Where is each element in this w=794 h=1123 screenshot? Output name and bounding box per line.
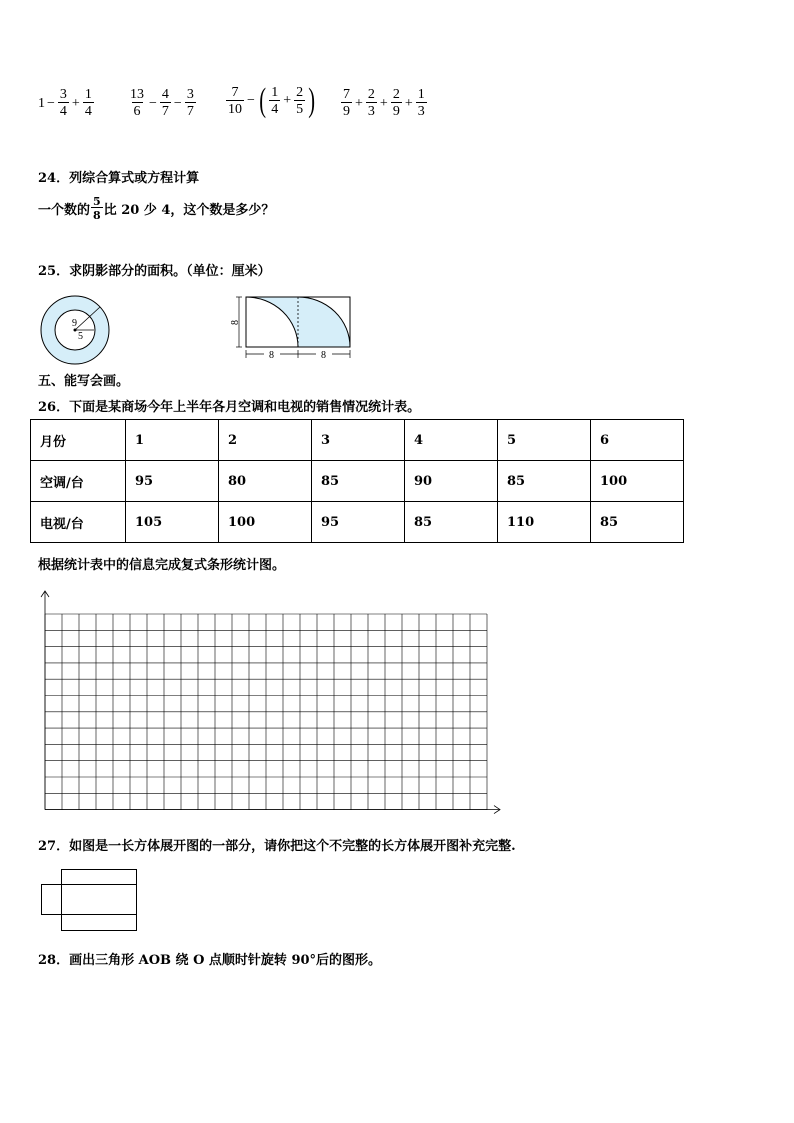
q27-title: 27．如图是一长方体展开图的一部分，请你把这个不完整的长方体展开图补充完整. bbox=[38, 839, 516, 854]
table-cell: 80 bbox=[219, 461, 312, 502]
table-cell: 4 bbox=[405, 420, 498, 461]
fraction: $\frac{13}{6}$ bbox=[130, 87, 144, 119]
fraction: $\frac{1}{3}$ bbox=[417, 87, 425, 119]
expression-2: $\frac{13}{6}$ − $\frac{4}{7}$ − $\frac{3}{7}$ bbox=[130, 87, 194, 119]
expression-1: 1 − $\frac{3}{4}$ + $\frac{1}{4}$ bbox=[38, 87, 92, 119]
fraction: $\frac{1}{4}$ bbox=[271, 84, 279, 117]
table-cell: 月份 bbox=[31, 420, 126, 461]
table-cell: 6 bbox=[591, 420, 684, 461]
q26-title: 26．下面是某商场今年上半年各月空调和电视的销售情况统计表。 bbox=[38, 400, 421, 415]
q24-title: 24．列综合算式或方程计算 bbox=[38, 171, 200, 186]
table-cell: 95 bbox=[312, 502, 405, 543]
table-cell: 1 bbox=[126, 420, 219, 461]
fraction: $\frac{2}{5}$ bbox=[296, 84, 304, 117]
fraction: $\frac{7}{10}$ bbox=[228, 84, 242, 117]
q24-question: 一个数的 $\frac{5}{8}$ 比 20 少 4，这个数是多少？ bbox=[38, 195, 275, 222]
expression-3: $\frac{7}{10}$ − ( $\frac{1}{4}$ + $\frac{2}{5}$ ) bbox=[228, 82, 316, 119]
chart-grid[interactable] bbox=[36, 588, 506, 816]
table-cell: 5 bbox=[498, 420, 591, 461]
quarter-circles-figure bbox=[228, 292, 356, 362]
q26-instruction: 根据统计表中的信息完成复式条形统计图。 bbox=[38, 558, 286, 573]
q25-title: 25．求阴影部分的面积。（单位：厘米） bbox=[38, 264, 271, 279]
fraction: $\frac{4}{7}$ bbox=[161, 87, 169, 119]
fraction: $\frac{5}{8}$ bbox=[93, 195, 101, 222]
fraction: $\frac{7}{9}$ bbox=[343, 87, 350, 119]
table-cell: 2 bbox=[219, 420, 312, 461]
left-width-label: 8 bbox=[269, 350, 274, 361]
shaded-region bbox=[298, 297, 350, 347]
table-cell: 3 bbox=[312, 420, 405, 461]
section-heading: 五、能写会画。 bbox=[38, 374, 130, 389]
table-cell: 电视/台 bbox=[31, 502, 126, 543]
shaded-region bbox=[246, 297, 298, 347]
expression-4: $\frac{7}{9}$ + $\frac{2}{3}$ + $\frac{2}{9}$ + $\frac{1}{3}$ bbox=[343, 87, 425, 119]
sales-table bbox=[30, 419, 684, 543]
table-row bbox=[31, 420, 684, 461]
table-row bbox=[31, 502, 684, 543]
table-row bbox=[31, 461, 684, 502]
cuboid-net-figure bbox=[38, 866, 140, 934]
fraction: $\frac{3}{7}$ bbox=[186, 87, 194, 119]
fraction: $\frac{1}{4}$ bbox=[84, 87, 92, 119]
table-cell: 105 bbox=[126, 502, 219, 543]
ring-figure bbox=[38, 294, 112, 366]
table-cell: 90 bbox=[405, 461, 498, 502]
fraction: $\frac{3}{4}$ bbox=[59, 87, 67, 119]
fraction: $\frac{2}{9}$ bbox=[392, 87, 400, 119]
table-cell: 100 bbox=[591, 461, 684, 502]
table-cell: 85 bbox=[498, 461, 591, 502]
table-cell: 85 bbox=[312, 461, 405, 502]
height-label: 8 bbox=[230, 320, 241, 325]
table-cell: 空调/台 bbox=[31, 461, 126, 502]
outer-radius-label: 9 bbox=[72, 318, 77, 329]
table-cell: 85 bbox=[405, 502, 498, 543]
table-cell: 100 bbox=[219, 502, 312, 543]
right-width-label: 8 bbox=[321, 350, 326, 361]
q28-title: 28．画出三角形 AOB 绕 O 点顺时针旋转 90°后的图形。 bbox=[38, 953, 382, 968]
table-cell: 85 bbox=[591, 502, 684, 543]
inner-radius-label: 5 bbox=[78, 331, 83, 342]
table-cell: 95 bbox=[126, 461, 219, 502]
table-cell: 110 bbox=[498, 502, 591, 543]
fraction: $\frac{2}{3}$ bbox=[367, 87, 375, 119]
